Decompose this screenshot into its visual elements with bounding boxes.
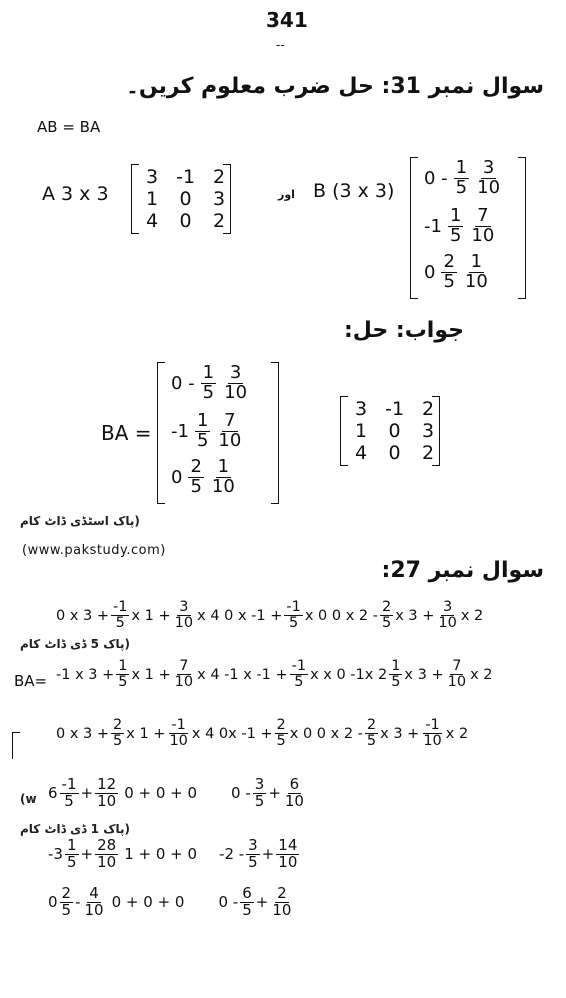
matrix-b-row-2: -1 $\frac{1}{5}$ $\frac{7}{10}$ [424, 205, 495, 246]
matrix-b-row-3: 0 $\frac{2}{5}$ $\frac{1}{10}$ [424, 251, 488, 292]
matrix-b [410, 157, 526, 299]
product-row-3: 0 x 3 + $\frac{2}{5}$ x 1 + $\frac{-1}{10}$ x 4 0x -1 + $\frac{2}{5}$ x 0 0 x 2 - $\frac{2}{5}$ x 3 + $\frac{-1}{10}$ x 2 [56, 717, 469, 750]
question-31-heading: سوال نمبر 31: حل ضرب معلوم کریں۔ [125, 74, 544, 99]
answer-heading: جواب: حل: [343, 318, 464, 343]
bracket-fragment [12, 732, 20, 759]
page-dash: -- [276, 38, 285, 52]
aur-label: اور [278, 188, 295, 201]
ba-label: BA = [101, 421, 152, 445]
watermark-urdu: (پاک اسٹڈی ڈاٹ کام [20, 514, 140, 528]
matrix-b-label: B (3 x 3) [313, 180, 395, 202]
watermark-partial-2: (w [20, 792, 37, 806]
product-row-2: -1 x 3 + $\frac{1}{5}$ x 1 + $\frac{7}{10}$ x 4 -1 x -1 + $\frac{-1}{5}$ x x 0 -1x 2 $\frac{1}{5}$ x 3 + $\frac{7}{10}$ x 2 [56, 658, 493, 691]
result-row-3: 0 $\frac{2}{5}$ - $\frac{4}{10}$ 0 + 0 + 0 0 - $\frac{6}{5}$ + $\frac{2}{10}$ [48, 884, 292, 919]
question-27-heading: سوال نمبر 27: [381, 558, 544, 583]
matrix-a: 3 -1 2 1 0 3 4 0 2 [131, 164, 231, 234]
matrix-b-row-1: 0 - $\frac{1}{5}$ $\frac{3}{10}$ [424, 157, 501, 198]
result-row-1: 6 $\frac{-1}{5}$ + $\frac{12}{10}$ 0 + 0 + 0 0 - $\frac{3}{5}$ + $\frac{6}{10}$ [48, 775, 304, 810]
matrix-a-answer: 3 -1 2 1 0 3 4 0 2 [340, 396, 440, 466]
ab-equals-ba: AB = BA [37, 118, 101, 136]
page-number: 341 [266, 8, 308, 32]
matrix-a-label: A 3 x 3 [42, 183, 109, 205]
watermark-url: (www.pakstudy.com) [22, 543, 166, 558]
watermark-partial-3: (پاک 1 ڈی ڈاٹ کام [20, 822, 130, 836]
matrix-b-answer: 0 - $\frac{1}{5}$ $\frac{3}{10}$ -1 $\frac{1}{5}$ $\frac{7}{10}$ 0 $\frac{2}{5}$ $\frac{1}{10}$ [157, 362, 279, 504]
watermark-partial-1: (پاک 5 ڈی ڈاٹ کام [20, 637, 130, 651]
ba-equals-label: BA= [14, 672, 48, 690]
product-row-1: 0 x 3 + $\frac{-1}{5}$ x 1 + $\frac{3}{10}$ x 4 0 x -1 + $\frac{-1}{5}$ x 0 0 x 2 - $\frac{2}{5}$ x 3 + $\frac{3}{10}$ x 2 [56, 599, 484, 632]
result-row-2: -3 $\frac{1}{5}$ + $\frac{28}{10}$ 1 + 0 + 0 -2 - $\frac{3}{5}$ + $\frac{14}{10}$ [48, 836, 298, 871]
